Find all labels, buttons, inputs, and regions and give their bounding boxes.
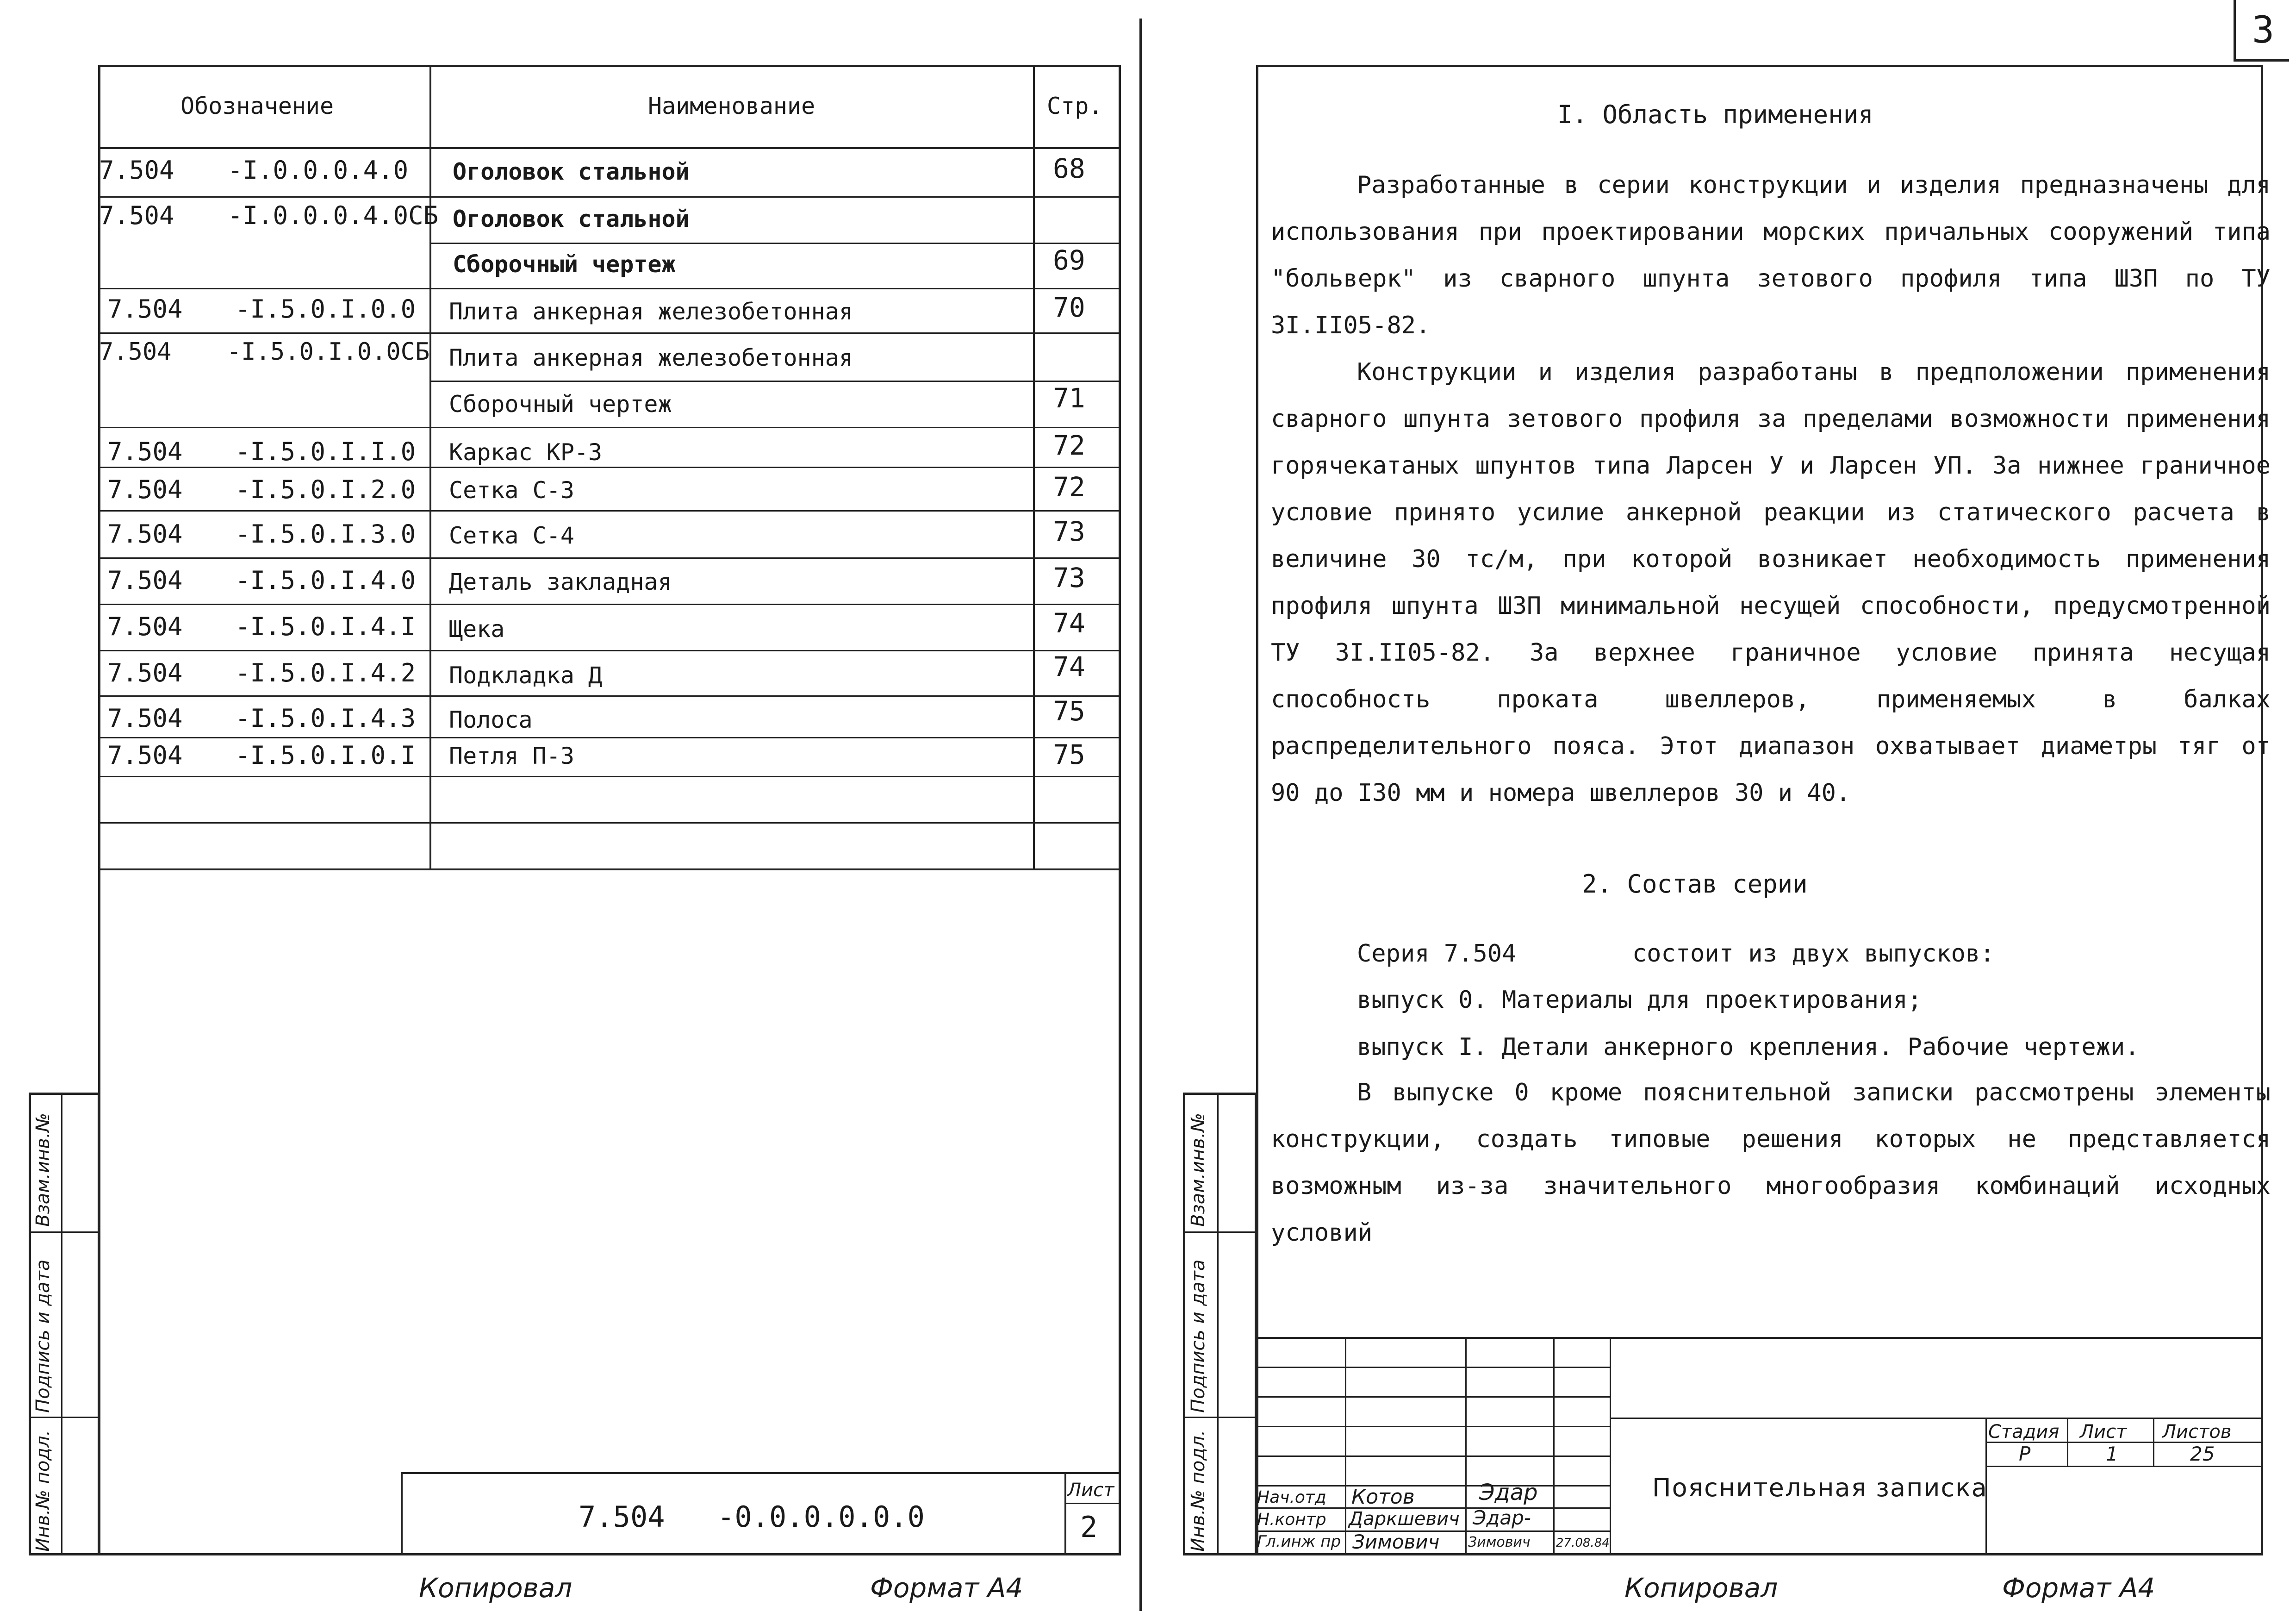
row-line <box>98 776 1121 777</box>
row-code: -I.5.0.I.4.2 <box>235 658 416 687</box>
signature-zimovich: Зимович <box>1468 1534 1531 1550</box>
row-code: -I.5.0.I.I.0 <box>235 437 416 466</box>
right-side-strip-sep <box>1217 1093 1219 1555</box>
tb-role: Н.контр <box>1257 1510 1326 1529</box>
stamp-series: 7.504 <box>579 1500 665 1534</box>
header-name: Наименование <box>648 93 815 119</box>
row-series: 7.504 <box>107 294 183 324</box>
footer-format: Формат А4 <box>2002 1572 2155 1604</box>
row-code: -I.5.0.I.2.0 <box>235 475 416 504</box>
tb-row <box>1256 1485 1610 1487</box>
signature-kotov: Эдар <box>1479 1480 1538 1505</box>
tb-col <box>1465 1337 1467 1555</box>
row-name: Полоса <box>449 706 533 733</box>
header-designation: Обозначение <box>180 93 334 119</box>
left-side-strip-div <box>29 1231 100 1233</box>
left-header-line <box>98 147 1121 149</box>
tb-role: Нач.отд <box>1257 1488 1326 1507</box>
row-page: 74 <box>1053 651 1085 682</box>
section2-paragraph: В выпуске 0 кроме пояснительной записки рассмотрены элементы конструкции, создать типовые решения которых не представляется возможным из-за значительного многообразия комбинаций исходных условий <box>1271 1079 2271 1247</box>
tb-row <box>1610 1418 2263 1419</box>
left-stamp-sheet-line <box>1064 1503 1121 1504</box>
row-page: 74 <box>1053 607 1085 639</box>
row-series: 7.504 <box>107 519 183 549</box>
row-name: Плита анкерная железобетонная <box>449 344 853 371</box>
row-series: 7.504 <box>107 658 183 687</box>
row-code: -I.5.0.I.0.0СБ <box>227 338 430 366</box>
row-page: 72 <box>1053 471 1085 503</box>
section1-paragraph-2: Конструкции и изделия разработаны в предположении применения сварного шпунта зетового профиля за пределами возможности применения горячекатаных шпунтов типа Ларсен У и Ларсен УП. За нижнее граничное условие принято усилие анкерной реакции из статического расчета в величине 30 тс/м, при которой возникает необходимость применения профиля шпунта ШЗП минимальной несущей способности, предусмотренной ТУ 3I.II05-82. За верхнее граничное условие принята несущая способность проката швеллеров, применяемых в балках распределительного пояса. Этот диапазон охватывает диаметры тяг от 90 до I30 мм и номера швеллеров 30 и 40. <box>1271 358 2271 807</box>
tb-name: Котов <box>1351 1485 1415 1509</box>
row-name: Оголовок стальной <box>453 206 690 232</box>
row-line <box>429 381 1121 382</box>
tb-date: 27.08.84 <box>1556 1536 1610 1550</box>
tb-sheet: 1 <box>2106 1443 2118 1465</box>
row-code: -I.5.0.I.4.I <box>235 612 416 641</box>
row-line <box>98 332 1121 334</box>
tb-row <box>1256 1455 1610 1457</box>
row-line <box>98 650 1121 651</box>
stamp-code: -0.0.0.0.0.0 <box>717 1500 925 1534</box>
table-bottom-line <box>98 868 1121 870</box>
row-line <box>98 467 1121 468</box>
left-side-strip-div <box>29 1417 100 1418</box>
row-page: 73 <box>1053 516 1085 547</box>
row-series: 7.504 <box>107 437 183 466</box>
row-line <box>98 427 1121 428</box>
row-page: 75 <box>1053 739 1085 770</box>
row-name: Сборочный чертеж <box>453 251 676 278</box>
row-line <box>98 695 1121 697</box>
row-name: Оголовок стальной <box>453 158 690 185</box>
row-line <box>98 196 1121 198</box>
footer-copied: Копировал <box>1624 1572 1778 1604</box>
row-name: Плита анкерная железобетонная <box>449 298 853 325</box>
side-label-inv-dup: Взам.инв.№ <box>1188 1112 1209 1227</box>
tb-sheets-label: Листов <box>2162 1421 2232 1443</box>
row-name: Каркас КР-3 <box>449 439 603 466</box>
tb-stage-label: Стадия <box>1988 1421 2060 1443</box>
row-series: 7.504 <box>99 338 172 366</box>
side-label-inv-orig: Инв.№ подл. <box>32 1430 54 1552</box>
row-name: Щека <box>449 616 505 643</box>
tb-sheet-label: Лист <box>2080 1421 2127 1443</box>
side-label-inv-orig: Инв.№ подл. <box>1188 1430 1209 1552</box>
row-line <box>98 510 1121 512</box>
row-line <box>98 737 1121 738</box>
row-line <box>98 604 1121 605</box>
row-code: -I.5.0.I.4.3 <box>235 704 416 733</box>
row-code: -I.5.0.I.0.I <box>235 741 416 770</box>
page-number: 3 <box>2252 8 2275 51</box>
row-series: 7.504 <box>107 704 183 733</box>
stamp-sheet-label: Лист <box>1067 1480 1114 1501</box>
row-name: Сетка С-4 <box>449 522 574 549</box>
left-stamp-top <box>401 1472 1121 1474</box>
tb-doc-title: Пояснительная записка <box>1652 1473 1988 1502</box>
row-name: Сборочный чертеж <box>449 391 672 418</box>
row-line <box>98 822 1121 824</box>
tb-name: Даркшевич <box>1349 1508 1460 1530</box>
header-page: Стр. <box>1047 93 1103 119</box>
tb-role: Гл.инж пр <box>1257 1532 1341 1551</box>
corner-line <box>2234 0 2236 60</box>
issue-1: выпуск I. Детали анкерного крепления. Рабочие чертежи. <box>1357 1033 2140 1061</box>
tb-top-line <box>1256 1337 2263 1339</box>
right-side-strip-div <box>1183 1417 1257 1418</box>
row-code: -I.5.0.I.4.0 <box>235 566 416 595</box>
row-code: -I.5.0.I.3.0 <box>235 519 416 549</box>
tb-col <box>2067 1418 2068 1466</box>
right-side-strip-div <box>1183 1231 1257 1233</box>
signature-darkshevich: Эдар- <box>1473 1506 1531 1529</box>
stamp-sheet-number: 2 <box>1080 1510 1098 1544</box>
row-code: -I.0.0.0.4.0СБ <box>228 201 439 230</box>
row-series: 7.504 <box>107 741 183 770</box>
row-line <box>98 288 1121 289</box>
tb-name: Зимович <box>1352 1530 1440 1553</box>
footer-format: Формат А4 <box>870 1572 1023 1604</box>
row-series: 7.504 <box>107 566 183 595</box>
row-page: 72 <box>1053 430 1085 461</box>
row-code: -I.5.0.I.0.0 <box>235 294 416 324</box>
page-divider <box>1139 19 1142 1611</box>
section2-title: 2. Состав серии <box>1582 869 1808 899</box>
row-line <box>429 243 1121 244</box>
tb-row <box>1256 1396 1610 1398</box>
row-series: 7.504 <box>99 156 174 185</box>
row-line <box>98 557 1121 559</box>
tb-row <box>1256 1367 1610 1368</box>
row-page: 73 <box>1053 562 1085 593</box>
left-stamp-left <box>401 1472 403 1555</box>
row-page: 69 <box>1053 244 1085 276</box>
row-name: Петля П-3 <box>449 743 574 769</box>
tb-sheets: 25 <box>2190 1443 2215 1465</box>
tb-col <box>1610 1337 1611 1555</box>
side-label-sign-date: Подпись и дата <box>32 1259 54 1413</box>
row-page: 70 <box>1053 292 1085 323</box>
left-side-strip-sep <box>61 1093 62 1555</box>
row-name: Деталь закладная <box>449 568 672 595</box>
row-series: 7.504 <box>107 475 183 504</box>
section1-paragraph-1: Разработанные в серии конструкции и изделия предназначены для использования при проектировании морских причальных сооружений типа "больверк" из сварного шпунта зетового профиля типа ШЗП по ТУ 3I.II05-82. <box>1271 171 2271 339</box>
footer-copied: Копировал <box>419 1572 572 1604</box>
tb-row <box>1256 1426 1610 1427</box>
row-page: 68 <box>1053 153 1085 184</box>
issue-0: выпуск 0. Материалы для проектирования; <box>1357 986 1922 1014</box>
tb-col <box>1553 1337 1555 1555</box>
corner-line <box>2234 59 2289 62</box>
row-page: 71 <box>1053 382 1085 414</box>
row-code: -I.0.0.0.4.0 <box>228 156 409 185</box>
row-series: 7.504 <box>99 201 174 230</box>
side-label-inv-dup: Взам.инв.№ <box>32 1112 54 1227</box>
tb-col <box>2153 1418 2154 1466</box>
left-stamp-sep <box>1064 1472 1066 1555</box>
row-name: Сетка С-3 <box>449 477 574 504</box>
tb-row <box>1985 1466 2263 1467</box>
section1-title: I. Область применения <box>1557 100 1873 129</box>
tb-col <box>1345 1337 1346 1555</box>
side-label-sign-date: Подпись и дата <box>1188 1259 1209 1413</box>
row-name: Подкладка Д <box>449 662 603 689</box>
row-page: 75 <box>1053 695 1085 727</box>
tb-stage: Р <box>2019 1443 2031 1465</box>
series-line: Серия 7.504 состоит из двух выпусков: <box>1357 940 1995 968</box>
row-series: 7.504 <box>107 612 183 641</box>
